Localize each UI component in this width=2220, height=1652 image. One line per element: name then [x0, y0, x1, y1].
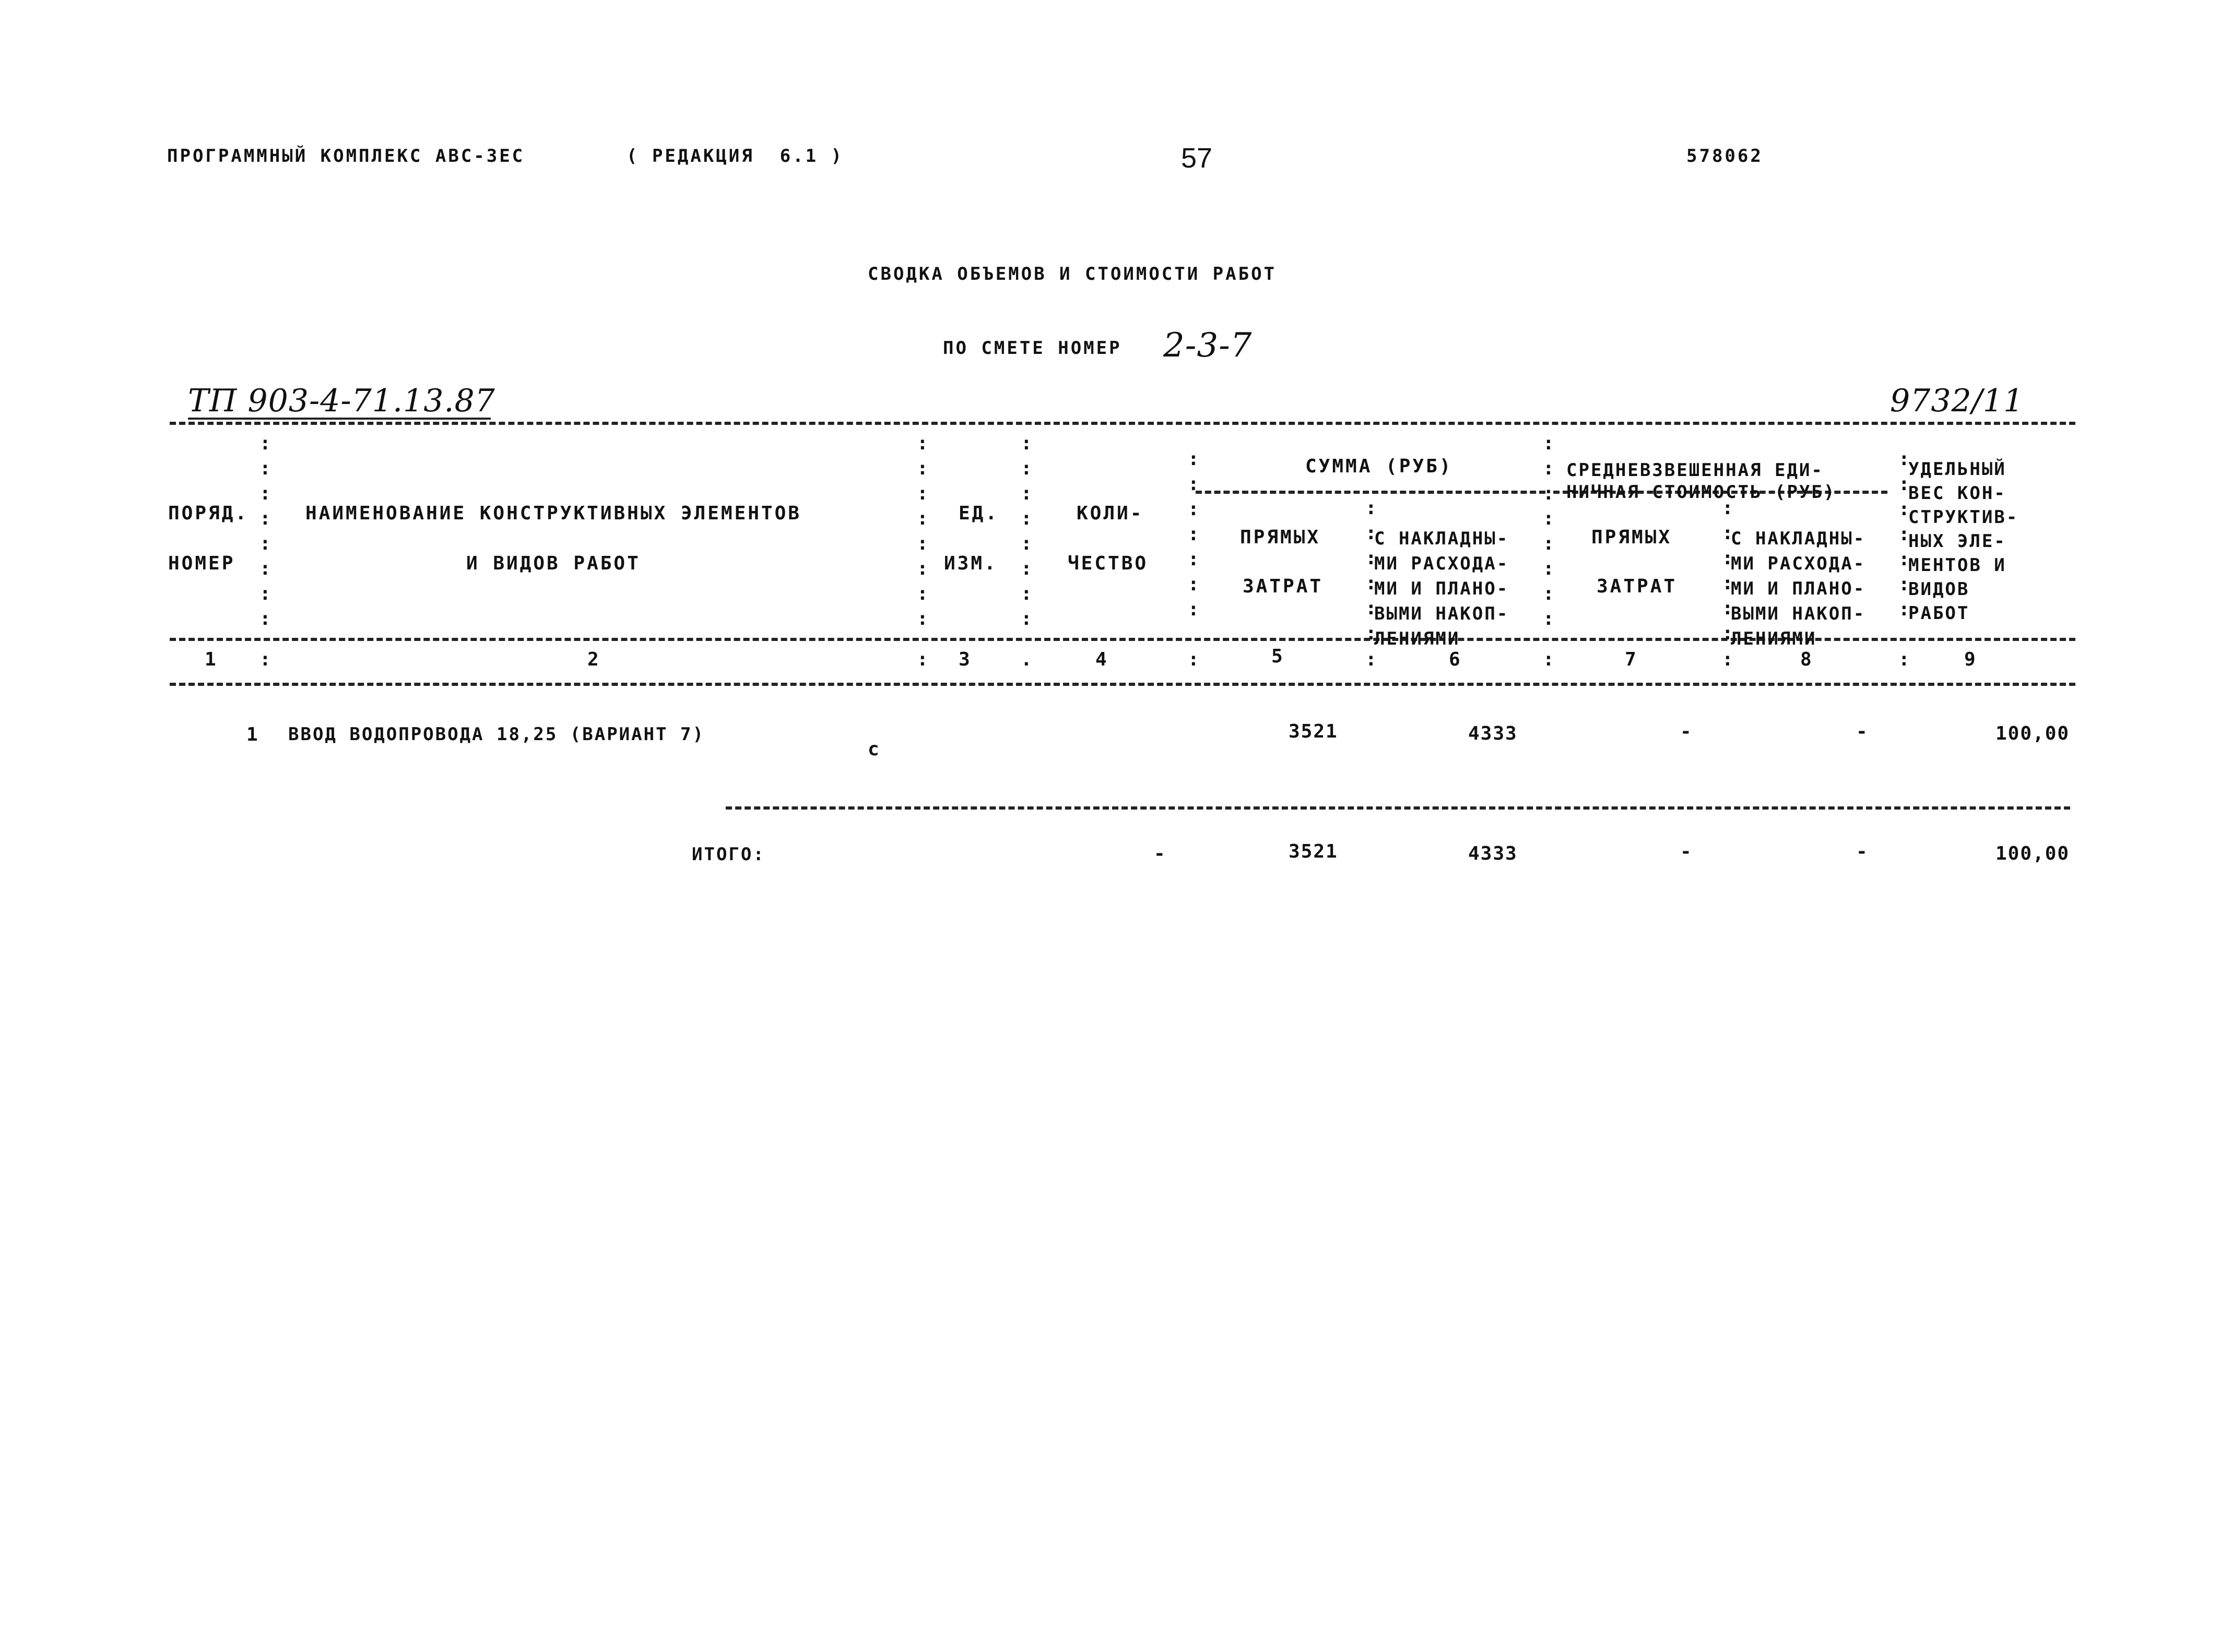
col-separator: : : : : : : : : [1543, 433, 1554, 629]
total-sum-direct: 3521 [1289, 841, 1338, 862]
col-separator: . [1021, 649, 1033, 670]
table-top-rule [170, 422, 2075, 425]
header-weight-l6: ВИДОВ [1908, 579, 1970, 600]
header-avg-direct-line1: ПРЯМЫХ [1591, 527, 1672, 548]
header-avg-overhead-l4: ВЫМИ НАКОП- [1731, 603, 1866, 624]
col-separator: : [1722, 649, 1734, 670]
project-number-handwritten: ТП 903-4-71.13.87 [188, 383, 495, 419]
header-avg-group [1566, 437, 1836, 503]
header-avg-group-l2: НИЧНАЯ СТОИМОСТЬ (РУБ) [1566, 482, 1836, 503]
project-underline [188, 418, 491, 420]
col-separator: : [1898, 649, 1911, 670]
header-weight [1908, 433, 2018, 625]
header-sum-overhead [1374, 501, 1509, 651]
total-sum-overhead: 4333 [1468, 843, 1518, 864]
header-weight-l5: МЕНТОВ И [1908, 555, 2006, 576]
header-sum-direct-line2: ЗАТРАТ [1243, 576, 1324, 597]
column-number-3: 3 [959, 649, 971, 670]
header-avg-overhead [1731, 501, 1865, 651]
header-sum-overhead-l2: МИ РАСХОДА- [1374, 553, 1509, 574]
column-number-5: 5 [1271, 646, 1284, 667]
header-weight-l1: УДЕЛЬНЫЙ [1908, 459, 2006, 480]
header-name-line2: И ВИДОВ РАБОТ [466, 553, 641, 574]
estimate-number: 2-3-7 [1163, 326, 1253, 365]
col-separator: : : : : : : [1722, 497, 1733, 644]
total-weight: 100,00 [1995, 843, 2070, 864]
header-sum-overhead-l3: МИ И ПЛАНО- [1374, 578, 1509, 599]
header-order-line1: ПОРЯД. [168, 503, 249, 524]
col-separator: : [1543, 649, 1555, 670]
header-name-line1: НАИМЕНОВАНИЕ КОНСТРУКТИВНЫХ ЭЛЕМЕНТОВ [305, 503, 801, 524]
col-separator: : [1365, 649, 1378, 670]
header-weight-l4: НЫХ ЭЛЕ- [1908, 531, 2006, 552]
header-weight-l2: ВЕС КОН- [1908, 483, 2006, 504]
header-sum-direct-line1: ПРЯМЫХ [1240, 527, 1321, 548]
column-number-1: 1 [205, 649, 217, 670]
total-avg-overhead: - [1856, 841, 1869, 862]
header-order-line2: НОМЕР [168, 553, 235, 574]
column-number-6: 6 [1449, 649, 1461, 670]
col-separator: : [917, 649, 929, 670]
row-avg-direct: - [1680, 721, 1693, 742]
col-separator: : : : : : : : : [259, 433, 271, 629]
header-qty-line2: ЧЕСТВО [1068, 553, 1149, 574]
column-number-7: 7 [1625, 649, 1637, 670]
total-avg-direct: - [1680, 841, 1693, 862]
total-rule [726, 806, 2070, 810]
column-number-4: 4 [1095, 649, 1108, 670]
document-code: 578062 [1686, 146, 1763, 167]
estimate-label: ПО СМЕТЕ НОМЕР [943, 338, 1122, 359]
row-weight: 100,00 [1995, 723, 2070, 744]
row-name: ВВОД ВОДОПРОВОДА 18,25 (ВАРИАНТ 7) [288, 724, 705, 745]
column-number-8: 8 [1800, 649, 1813, 670]
total-label: ИТОГО: [692, 844, 765, 865]
row-order: 1 [246, 724, 259, 745]
edition-label: ( РЕДАКЦИЯ 6.1 ) [627, 146, 844, 167]
page-number: 57 [1181, 142, 1213, 174]
header-sum-overhead-l1: С НАКЛАДНЫ- [1374, 528, 1509, 549]
column-number-2: 2 [587, 649, 600, 670]
header-unit-line2: ИЗМ. [944, 553, 998, 574]
col-separator: : : : : : : [1365, 497, 1377, 644]
header-qty-line1: КОЛИ- [1077, 503, 1144, 524]
numbers-bottom-rule [170, 683, 2075, 686]
header-avg-overhead-l5: ЛЕНИЯМИ [1731, 628, 1817, 649]
sum-sub-rule [1196, 491, 1545, 494]
header-avg-overhead-l3: МИ И ПЛАНО- [1731, 578, 1866, 599]
header-avg-overhead-l1: С НАКЛАДНЫ- [1731, 528, 1866, 549]
column-number-9: 9 [1964, 649, 1977, 670]
col-separator: : : : : : : : : [917, 433, 928, 629]
header-sum-group: СУММА (РУБ) [1305, 456, 1453, 477]
program-name: ПРОГРАММНЫЙ КОМПЛЕКС АВС-3ЕС [167, 146, 525, 167]
header-sum-overhead-l4: ВЫМИ НАКОП- [1374, 603, 1509, 624]
col-separator: : : : : : : : [1898, 448, 1910, 620]
header-weight-l7: РАБОТ [1908, 603, 1970, 624]
col-separator: : : : : : : : [1188, 448, 1199, 620]
header-weight-l3: СТРУКТИВ- [1908, 507, 2019, 528]
stray-mark: с [868, 739, 880, 760]
row-sum-direct: 3521 [1289, 721, 1338, 742]
header-sum-overhead-l5: ЛЕНИЯМИ [1374, 628, 1460, 649]
row-sum-overhead: 4333 [1468, 723, 1518, 744]
header-avg-group-l1: СРЕДНЕВЗВЕШЕННАЯ ЕДИ- [1566, 460, 1824, 481]
header-avg-overhead-l2: МИ РАСХОДА- [1731, 553, 1866, 574]
header-unit-line1: ЕД. [959, 503, 999, 524]
summary-title: СВОДКА ОБЪЕМОВ И СТОИМОСТИ РАБОТ [868, 264, 1277, 284]
header-avg-direct-line2: ЗАТРАТ [1597, 576, 1678, 597]
row-avg-overhead: - [1856, 721, 1869, 742]
col-separator: : : : : : : : : [1021, 433, 1032, 629]
total-qty: - [1154, 843, 1166, 864]
sheet-number-handwritten: 9732/11 [1890, 383, 2024, 419]
col-separator: : [259, 649, 272, 670]
col-separator: : [1188, 649, 1200, 670]
